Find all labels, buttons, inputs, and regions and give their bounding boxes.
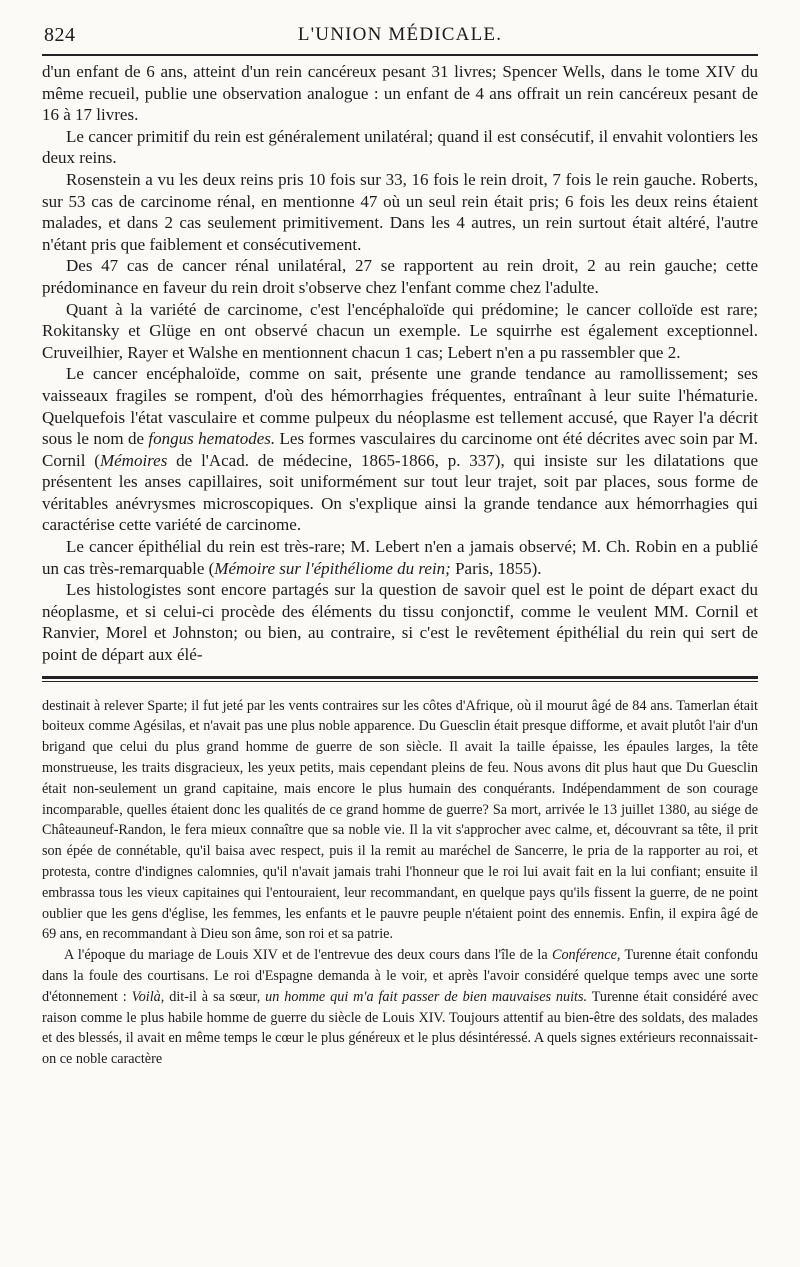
text-run: Turenne était confondu dans la foule des courtisans. Le roi d'Espagne demanda à le voir, et après l'avoir considéré quelque temps avec une sorte d'étonnement : [42,947,758,1005]
text-run: Le cancer encéphaloïde, comme on sait, présente une grande tendance au ramollissement; ses vaisseaux fragiles se rompent, d'où des hémorrhagies fréquentes, entraînant à leur suite l'hématurie. Quelquefois l'état vasculaire et comme pulpeux du néoplasme est tellement accusé, que Rayer l'a décrit sous le nom de [42,364,758,449]
paragraph: Rosenstein a vu les deux reins pris 10 fois sur 33, 16 fois le rein droit, 7 fois le rein gauche. Roberts, sur 53 cas de carcinome rénal, en mentionne 47 où un seul rein était pris; 6 fois les deux reins étaient malades, et dans 2 cas seulement primitivement. Dans les 4 autres, un rein surtout était altéré, l'autre n'étant pris que faiblement et consécutivement. [42,169,758,254]
paragraph: Le cancer primitif du rein est généralement unilatéral; quand il est consécutif, il envahit volontiers les deux reins. [42,126,758,168]
feuilleton-paragraph [42,945,758,1070]
journal-title: L'UNION MÉDICALE. [297,24,503,45]
italic-text: Mémoires [99,450,168,470]
feuilleton-separator [42,676,758,682]
text-run: Turenne était considéré avec raison comme le plus habile homme de guerre du siècle de Louis XIV. Toujours attentif au bien-être des soldats, des malades et des blessés, il avait en même temps le cœur le plus généreux et le plus désintéressé. A quels signes extérieurs reconnaissait-on ce noble caractère [42,988,759,1068]
paragraph [42,363,758,536]
feuilleton-text [42,696,758,1070]
page-number: 824 [44,24,76,46]
paragraph: Des 47 cas de cancer rénal unilatéral, 27 se rapportent au rein droit, 2 au rein gauche; cette prédominance en faveur du rein droit s'observe chez l'enfant comme chez l'adulte. [42,256,758,297]
paragraph [42,536,758,579]
text-run: dit-il à sa sœur, [164,988,266,1005]
text-run: A l'époque du mariage de Louis XIV et de l'entrevue des deux cours dans l'île de la [64,947,552,964]
text-run: Les formes vasculaires du carcinome ont été décrites avec soin par M. Cornil ( [42,429,758,470]
italic-text: un homme qui m'a fait passer de bien mauvaises nuits. [265,988,588,1005]
paragraph-continued: d'un enfant de 6 ans, atteint d'un rein cancéreux pesant 31 livres; Spencer Wells, dans le tome XIV du même recueil, publie une observation analogue : un enfant de 4 ans offrait un rein cancéreux pesant de 16 à 17 livres. [42,62,758,125]
paragraph: Quant à la variété de carcinome, c'est l'encéphaloïde qui prédomine; le cancer colloïde est rare; Rokitansky et Glüge en ont observé chacun un exemple. Le squirrhe est également exceptionnel. Cruveilhier, Rayer et Walshe en mentionnent chacun 1 cas; Lebert n'en a pu rassembler que 2. [42,299,758,362]
feuilleton-paragraph: destinait à relever Sparte; il fut jeté par les vents contraires sur les côtes d'Afrique, où il mourut âgé de 84 ans. Tamerlan était boiteux comme Agésilas, et n'avait pas une plus noble apparence. Du Guesclin était presque difforme, et avait plutôt l'air d'un brigand que celui du plus grand homme de guerre de son siècle. Il avait la taille épaisse, les épaules larges, la tête monstrueuse, les traits disgracieux, les yeux petits, mais cependant pleins de feu. Nous avons dit plus haut que Du Guesclin était non-seulement un grand capitaine, mais encore le plus humain des conquérants. Indépendamment de son courage incomparable, quelles étaient donc les qualités de ce grand homme de guerre? Sa mort, arrivée le 13 juillet 1380, au siége de Châteauneuf-Randon, le fera mieux connaître que sa noble vie. Il la vit s'approcher avec calme, et, découvrant sa tête, il prit son épée de connétable, qu'il baisa avec respect, puis il la remit au maréchel de Sancerre, le pria de la rapporter au roi, et protesta, contre d'indignes calomnies, qu'il n'avait jamais trahi l'honneur que le roi lui avait fait en la lui confiant; ensuite il embrassa tous les vieux capitaines qui l'entouraient, leur recommandant, en quelque pays qu'ils fissent la guerre, de ne point oublier que les gens d'église, les femmes, les enfants et le pauvre peuple n'étaient point des ennemis. Enfin, il expira âgé de 69 ans, en recommandant à Dieu son âme, son roi et sa patrie. [42,697,758,943]
running-head [42,20,758,50]
thin-rule [42,681,758,682]
header-rule [42,54,758,56]
italic-text: Mémoire sur l'épithéliome du rein; [214,558,451,578]
paragraph: Les histologistes sont encore partagés sur la question de savoir quel est le point de départ exact du néoplasme, et si celui-ci procède des éléments du tissu conjonctif, comme le veulent MM. Cornil et Ranvier, Morel et Johnston; ou bien, au contraire, si c'est le revêtement épithélial du rein qui sert de point de départ aux élé- [42,580,758,665]
text-run: Paris, 1855). [450,558,542,578]
italic-text: fongus hematodes. [148,429,276,449]
text-run: de l'Acad. de médecine, 1865-1866, p. 337), qui insiste sur les dilatations que présentent les anses capillaires, soit uniformément sur tout leur trajet, soit par places, sous forme de véritables anévrysmes microscopiques. On s'explique ainsi la grande tendance aux hémorrhagies qui caractérise cette variété de carcinome. [42,450,758,535]
text-run: Le cancer épithélial du rein est très-rare; M. Lebert n'en a jamais observé; M. Ch. Robin en a publié un cas très-remarquable ( [42,537,758,578]
italic-text: Voilà, [131,988,165,1005]
thick-rule [42,676,758,679]
italic-text: Conférence, [552,947,621,964]
main-text [42,61,758,666]
